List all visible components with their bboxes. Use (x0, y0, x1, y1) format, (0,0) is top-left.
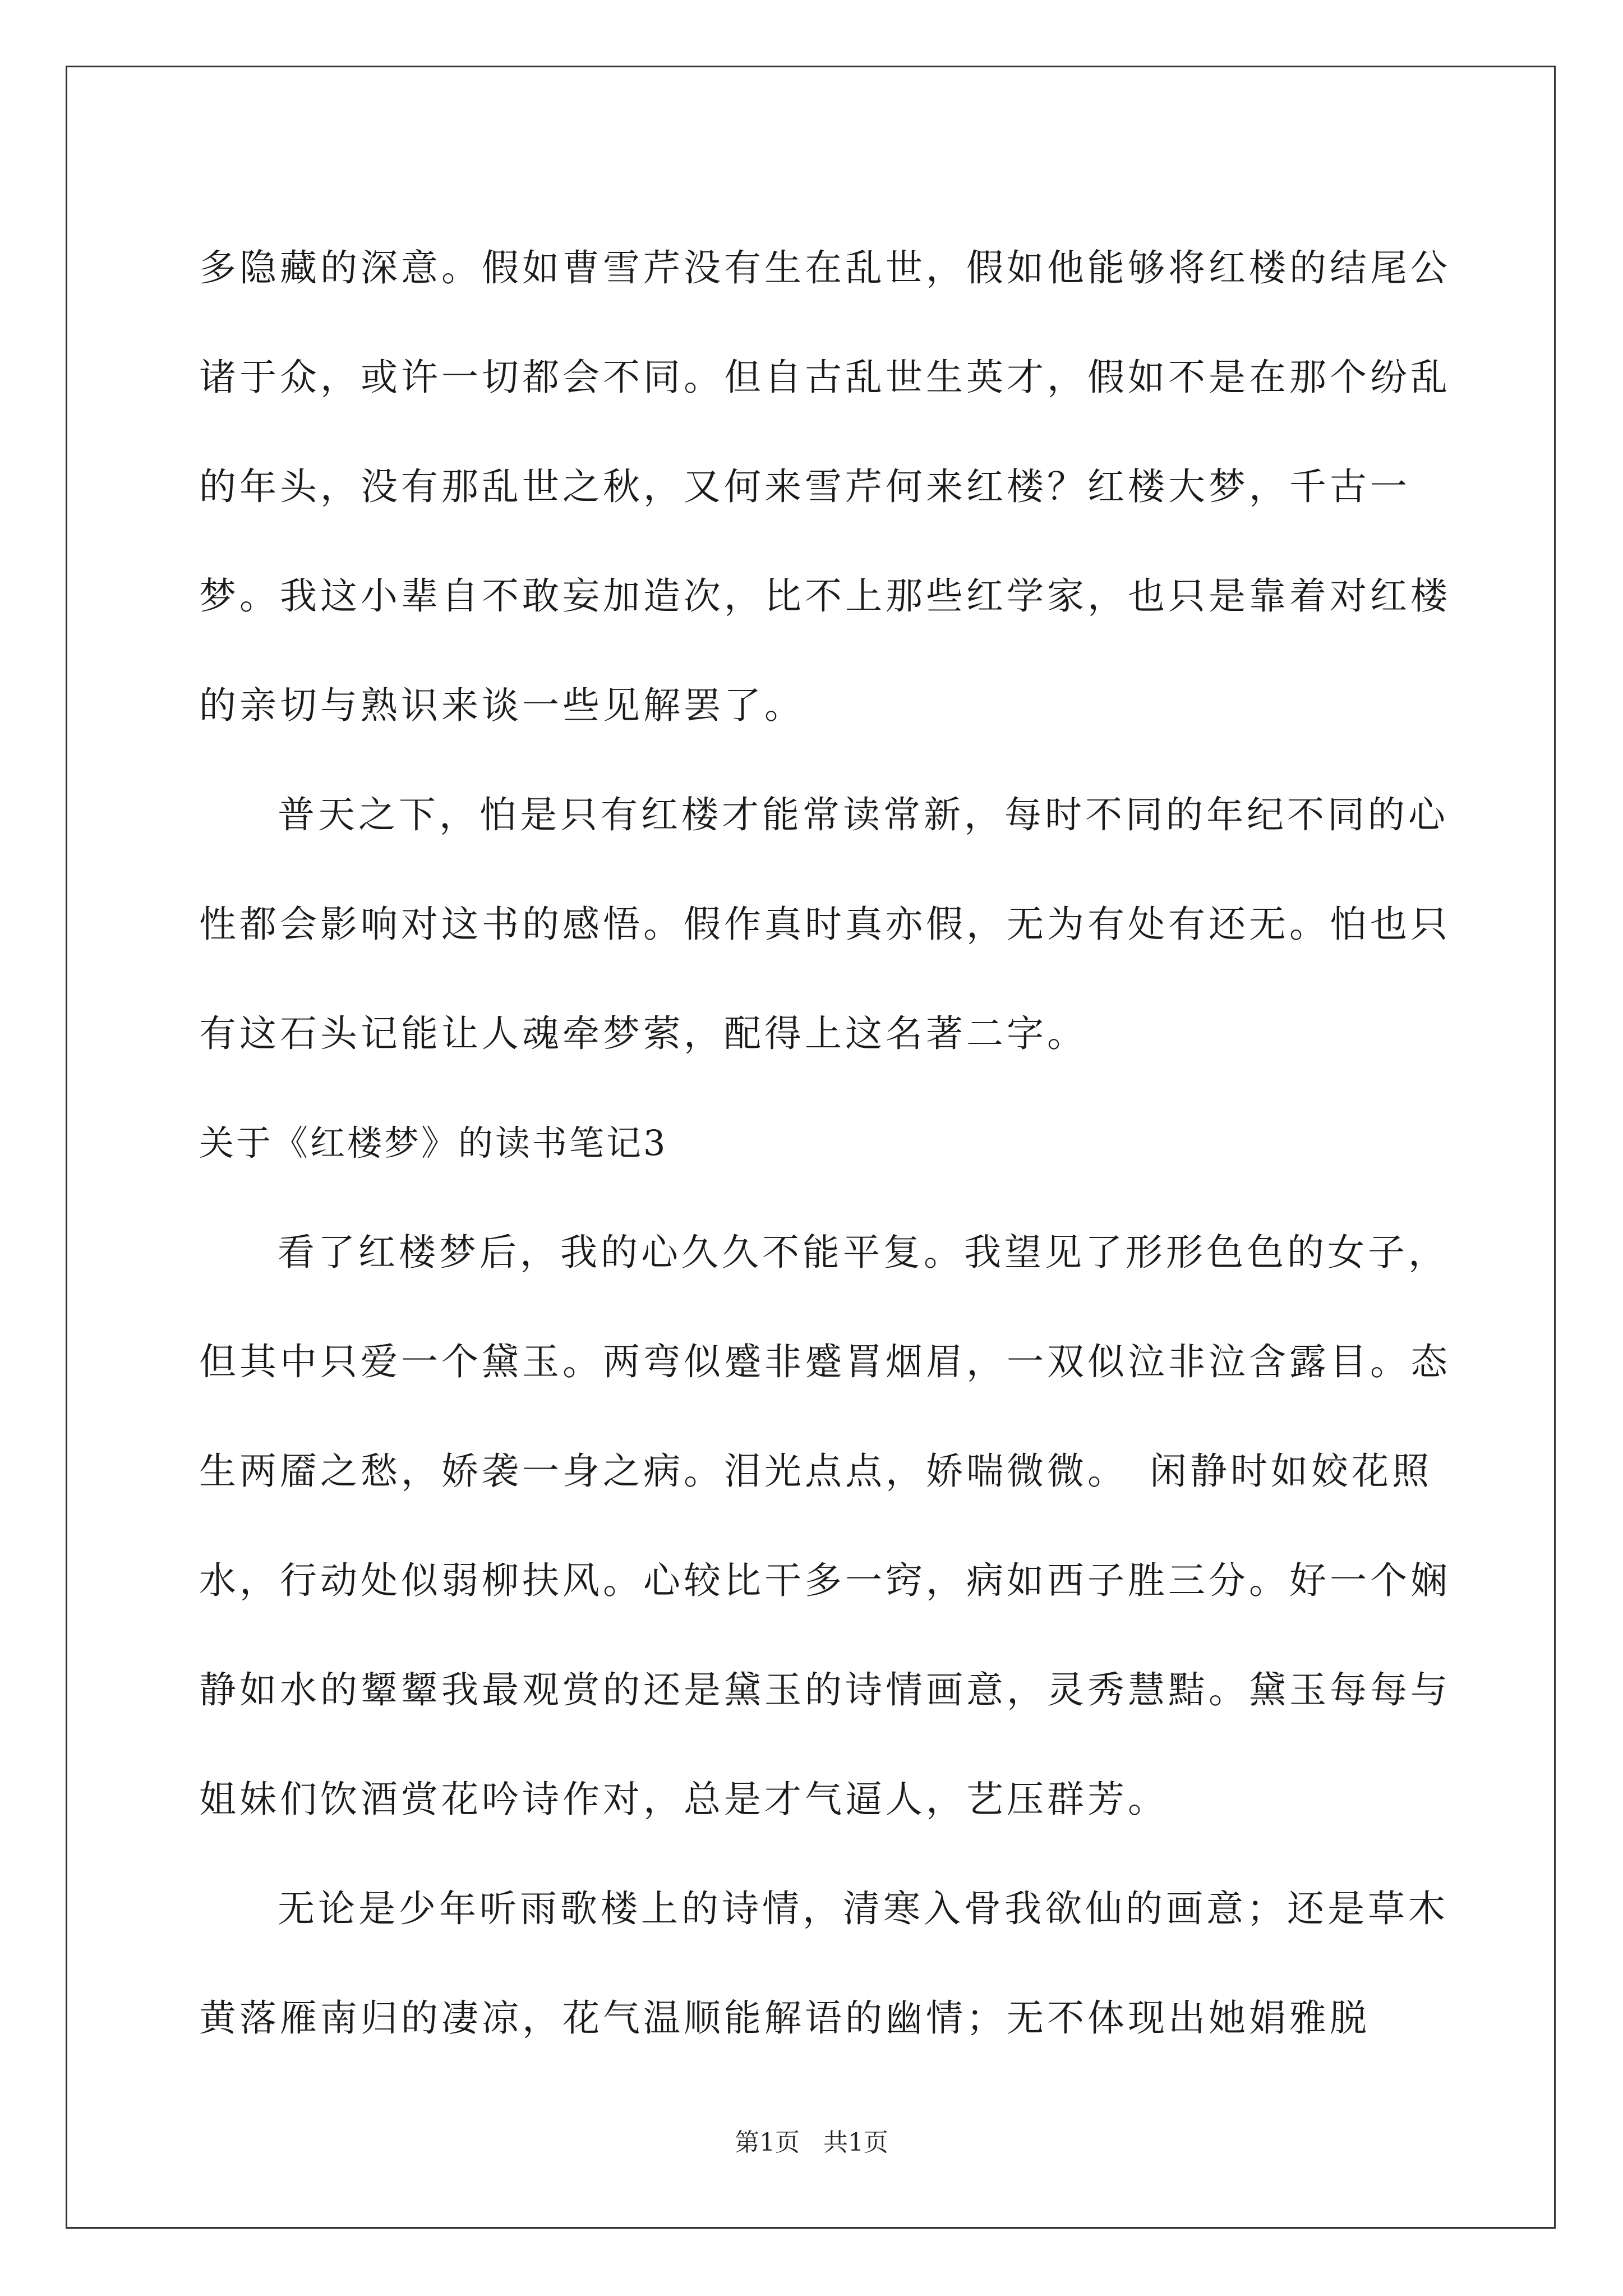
paragraph-4: 无论是少年听雨歌楼上的诗情，清寒入骨我欲仙的画意；还是草木黄落雁南归的凄凉，花气温顺能解语的幽情；无不体现出她娟雅脱 (199, 1887, 1449, 2040)
page-number: 第1页 (735, 2128, 800, 2157)
paragraph-1: 多隐藏的深意。假如曹雪芹没有生在乱世，假如他能够将红楼的结尾公诸于众，或许一切都会不同。但自古乱世生英才，假如不是在那个纷乱的年头，没有那乱世之秋，又何来雪芹何来红楼？红楼大梦，千古一梦。我这小辈自不敢妄加造次，比不上那些红学家，也只是靠着对红楼的亲切与熟识来谈一些见解罢了。 (199, 246, 1451, 727)
page-total: 共1页 (823, 2128, 888, 2157)
page-footer (0, 2126, 1623, 2160)
paragraph-2: 普天之下，怕是只有红楼才能常读常新，每时不同的年纪不同的心性都会影响对这书的感悟。假作真时真亦假，无为有处有还无。怕也只有这石头记能让人魂牵梦萦，配得上这名著二字。 (199, 793, 1451, 1055)
paragraph-3: 看了红楼梦后，我的心久久不能平复。我望见了形形色色的女子，但其中只爱一个黛玉。两弯似蹙非蹙罥烟眉，一双似泣非泣含露目。态生两靥之愁，娇袭一身之病。泪光点点，娇喘微微。 闲静时如姣花照水，行动处似弱柳扶风。心较比干多一窍，病如西子胜三分。好一个娴静如水的颦颦我最观赏的还是黛玉的诗情画意，灵秀慧黠。黛玉每每与姐妹们饮酒赏花吟诗作对，总是才气逼人，艺压群芳。 (199, 1231, 1451, 1821)
section-heading: 关于《红楼梦》的读书笔记3 (199, 1122, 668, 1163)
document-body (199, 213, 1455, 2073)
